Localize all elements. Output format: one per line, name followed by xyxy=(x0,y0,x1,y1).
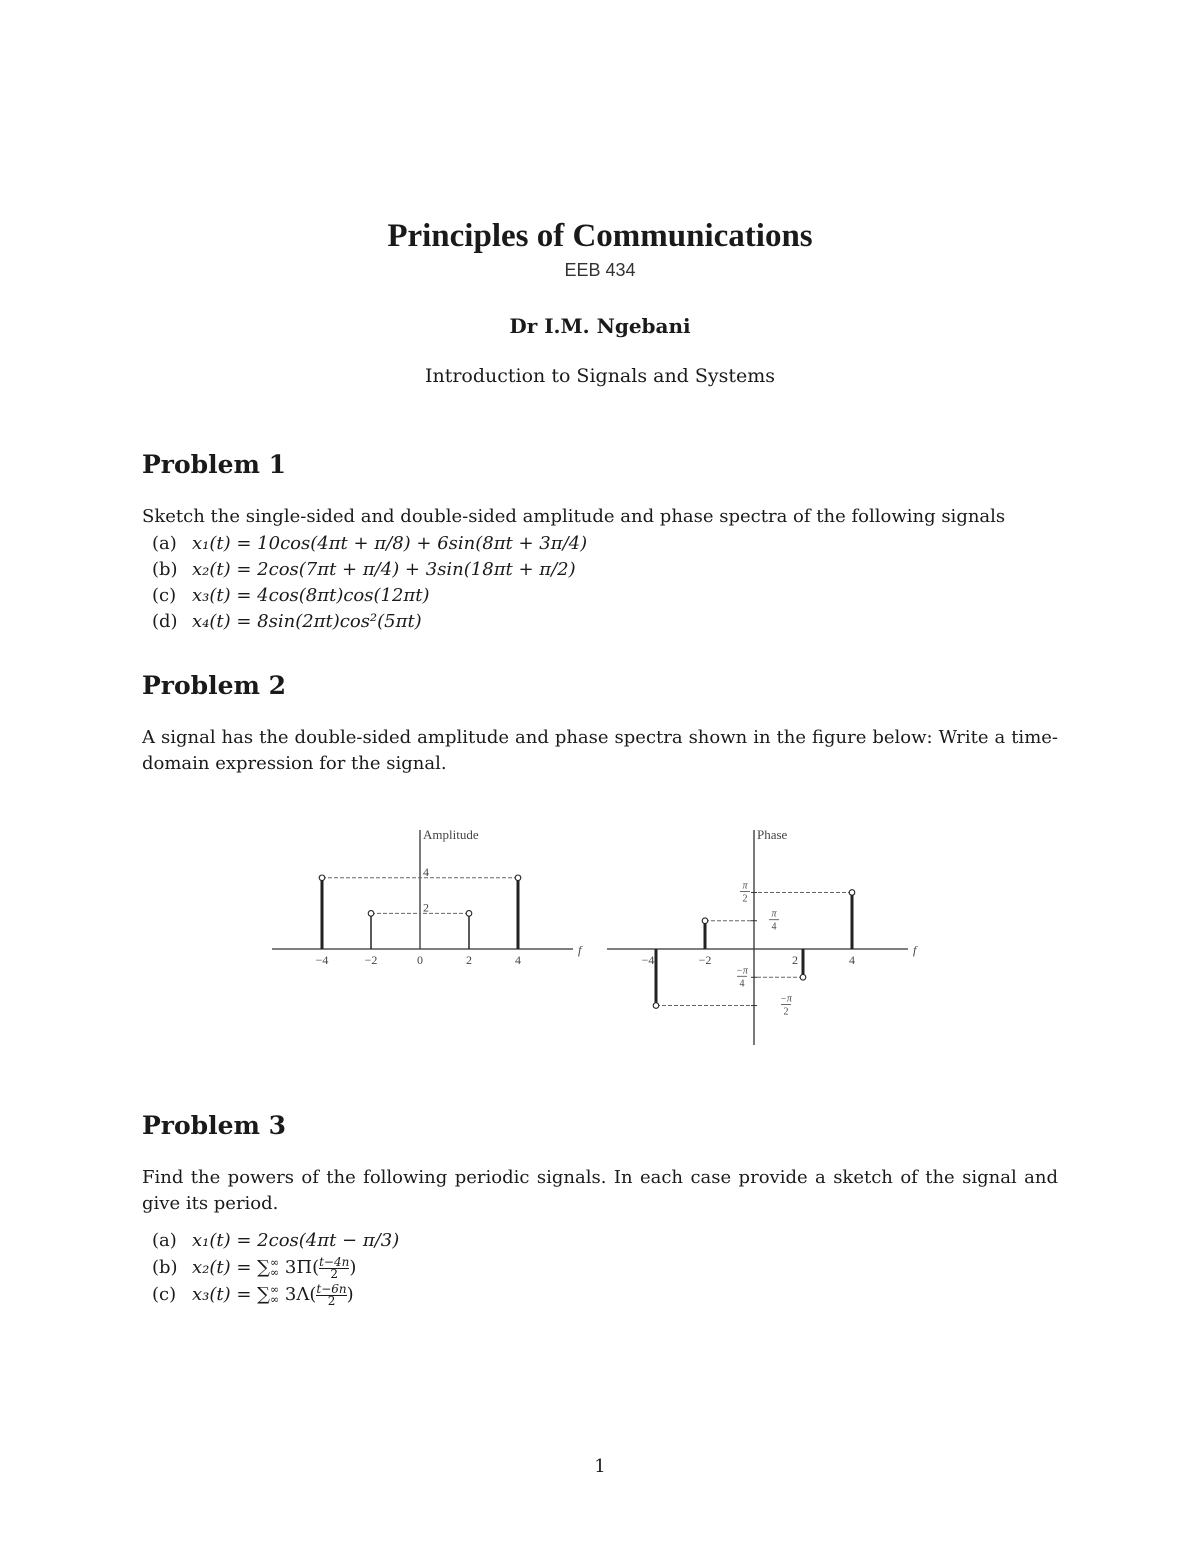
y-tick-label xyxy=(780,994,793,1018)
y-tick-numerator: −π xyxy=(780,993,792,1005)
stem-marker xyxy=(368,911,374,917)
closing-paren: ) xyxy=(349,1257,357,1278)
problem-1-text: Sketch the single-sided and double-sided amplitude and phase spectra of the following signals xyxy=(142,506,1006,527)
document-subtitle: Introduction to Signals and Systems xyxy=(424,365,776,387)
spectra-figure xyxy=(0,800,1200,1060)
problem-1-heading: Problem 1 xyxy=(142,450,287,479)
y-tick-label xyxy=(769,909,779,933)
fraction-denominator: 2 xyxy=(327,1293,336,1308)
y-tick-denominator: 4 xyxy=(771,921,777,933)
problem-3-heading: Problem 3 xyxy=(142,1111,287,1140)
function-name: 3Π( xyxy=(279,1257,320,1278)
x-tick-label: −2 xyxy=(364,953,378,967)
author-name: Dr I.M. Ngebani xyxy=(509,314,691,338)
stem-marker xyxy=(702,918,708,924)
document-title: Principles of Communications xyxy=(387,218,813,254)
item-expression: x₂(t) = 2cos(7πt + π/4) + 3sin(18πt + π/2) xyxy=(192,559,576,580)
function-name: 3Λ( xyxy=(279,1284,317,1305)
y-tick-label xyxy=(736,965,749,989)
amplitude-chart xyxy=(272,827,583,967)
problem-1-item-b xyxy=(152,557,576,583)
stem-marker xyxy=(849,890,855,896)
sum-upper-limit: ∞ xyxy=(270,1256,280,1269)
item-label: (c) xyxy=(152,585,177,606)
x-tick-label: −2 xyxy=(698,953,712,967)
x-tick-label: 2 xyxy=(466,953,472,967)
item-label: (a) xyxy=(152,533,177,554)
y-tick-numerator: −π xyxy=(736,965,748,977)
problem-3-item-a xyxy=(152,1228,399,1254)
problem-3-text: Find the powers of the following periodic signals. In each case provide a sketch of the signal and give its period. xyxy=(142,1167,1058,1214)
item-expression: x₃(t) = 4cos(8πt)cos(12πt) xyxy=(192,585,430,606)
y-tick-numerator: π xyxy=(771,908,777,920)
x-tick-label: −4 xyxy=(315,953,329,967)
stem-marker xyxy=(653,1003,659,1009)
y-tick-denominator: 4 xyxy=(739,978,745,990)
y-tick-denominator: 2 xyxy=(783,1006,789,1018)
item-label: (c) xyxy=(152,1284,177,1305)
stem-marker xyxy=(800,974,806,980)
problem-2-text: A signal has the double-sided amplitude and phase spectra shown in the figure below: Write a time-domain expression for the signal. xyxy=(142,727,1058,774)
problem-1-item-a xyxy=(152,531,587,557)
problem-2-heading: Problem 2 xyxy=(142,671,287,700)
problem-3-item-b xyxy=(152,1255,356,1281)
problem-1-item-c xyxy=(152,583,430,609)
item-expression: x₁(t) = 10cos(4πt + π/8) + 6sin(8πt + 3π/4) xyxy=(192,533,588,554)
fraction-denominator: 2 xyxy=(330,1266,339,1281)
x-tick-label: −4 xyxy=(641,953,655,967)
chart-title: Phase xyxy=(757,827,788,842)
sum-lower-limit: ∞ xyxy=(270,1293,280,1306)
page-number: 1 xyxy=(594,1456,606,1477)
fraction-numerator: t−4n xyxy=(319,1254,350,1269)
problem-1-item-d xyxy=(152,609,422,635)
problem-3-item-c xyxy=(152,1282,354,1308)
item-expression: x₁(t) = 2cos(4πt − π/3) xyxy=(192,1230,400,1251)
sum-upper-limit: ∞ xyxy=(270,1283,280,1296)
item-label: (b) xyxy=(152,559,178,580)
course-code: EEB 434 xyxy=(564,260,636,280)
y-tick-denominator: 2 xyxy=(742,893,748,905)
x-tick-label: 4 xyxy=(849,953,855,967)
y-tick-label xyxy=(740,880,750,904)
chart-title: Amplitude xyxy=(423,827,479,842)
stem-marker xyxy=(515,875,521,881)
x-tick-label: 4 xyxy=(515,953,521,967)
y-tick-label: 4 xyxy=(423,864,429,879)
fraction-numerator: t−6n xyxy=(316,1281,347,1296)
x-axis-label: f xyxy=(913,943,917,957)
x-tick-label: 0 xyxy=(417,953,423,967)
sum-lower-limit: ∞ xyxy=(270,1266,280,1279)
y-tick-label: 2 xyxy=(423,900,429,915)
item-label: (d) xyxy=(152,611,178,632)
item-expression: x₄(t) = 8sin(2πt)cos²(5πt) xyxy=(192,611,422,632)
item-label: (b) xyxy=(152,1257,178,1278)
x-axis-label: f xyxy=(578,943,582,957)
stem-marker xyxy=(319,875,325,881)
closing-paren: ) xyxy=(346,1284,354,1305)
y-tick-numerator: π xyxy=(742,880,748,892)
item-expression-prefix: x₃(t) = ∑ xyxy=(192,1284,271,1305)
item-expression-prefix: x₂(t) = ∑ xyxy=(192,1257,271,1278)
item-label: (a) xyxy=(152,1230,177,1251)
phase-chart xyxy=(607,827,918,1045)
stem-marker xyxy=(466,911,472,917)
x-tick-label: 2 xyxy=(792,953,798,967)
